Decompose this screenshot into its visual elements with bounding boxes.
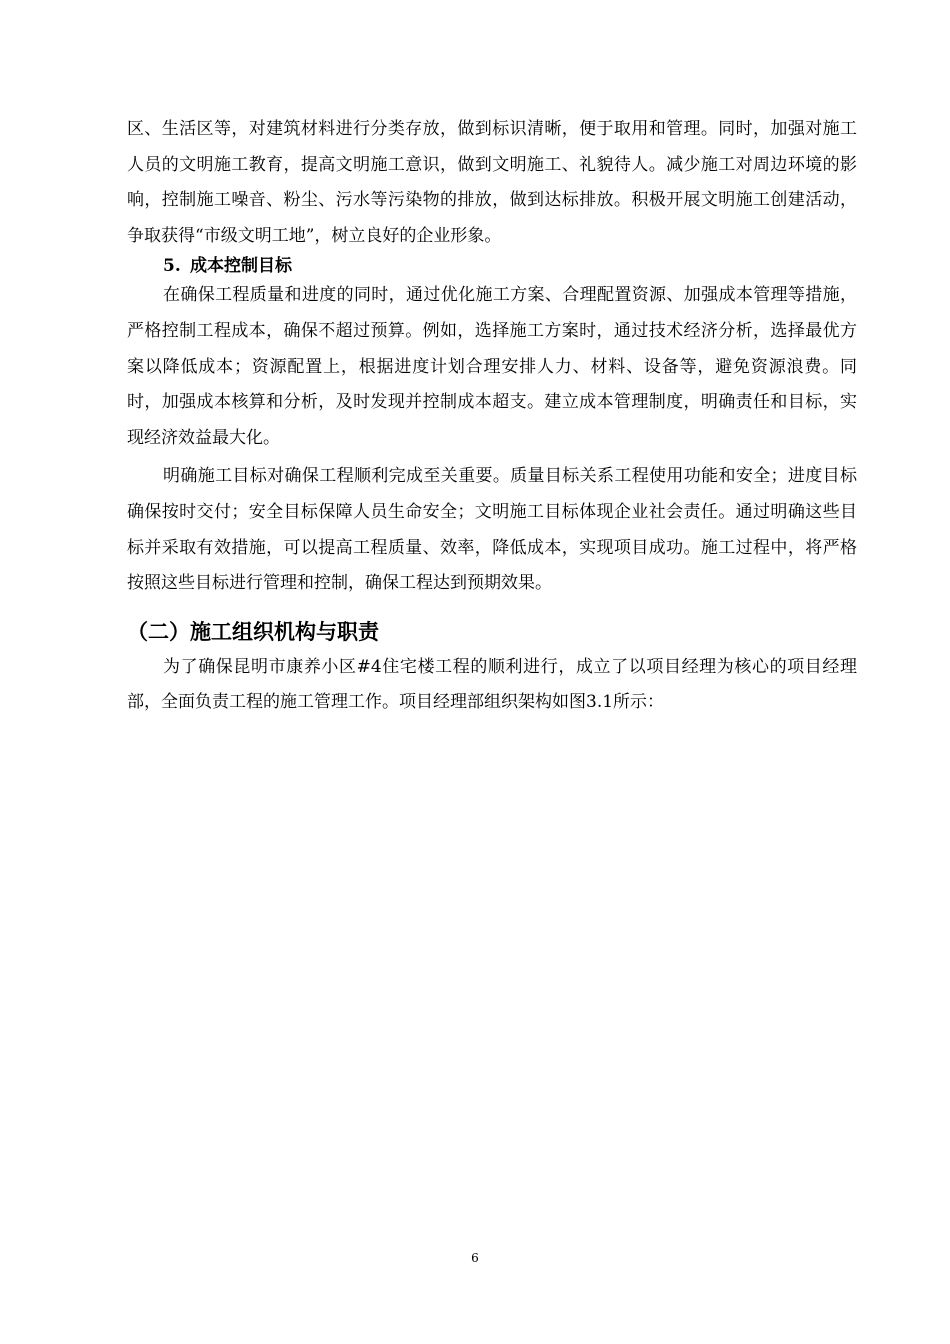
- page-content: [127, 112, 857, 721]
- paragraph-summary: 明确施工目标对确保工程顺利完成至关重要。质量目标关系工程使用功能和安全；进度目标确保按时交付；安全目标保障人员生命安全；文明施工目标体现企业社会责任。通过明确这些目标并采取有效措施，可以提高工程质量、效率，降低成本，实现项目成功。施工过程中，将严格按照这些目标进行管理和控制，确保工程达到预期效果。: [127, 466, 857, 594]
- paragraph-organization: 为了确保昆明市康养小区#4住宅楼工程的顺利进行，成立了以项目经理为核心的项目经理部，全面负责工程的施工管理工作。项目经理部组织架构如图3.1所示：: [127, 656, 857, 713]
- page-number: 6: [471, 1251, 479, 1265]
- paragraph-cost-control: 在确保工程质量和进度的同时，通过优化施工方案、合理配置资源、加强成本管理等措施，严格控制工程成本，确保不超过预算。例如，选择施工方案时，通过技术经济分析，选择最优方案以降低成本；资源配置上，根据进度计划合理安排人力、材料、设备等，避免资源浪费。同时，加强成本核算和分析，及时发现并控制成本超支。建立成本管理制度，明确责任和目标，实现经济效益最大化。: [127, 285, 857, 448]
- heading-organization: （二）施工组织机构与职责: [127, 619, 379, 644]
- heading-number: 5.: [163, 256, 181, 277]
- heading-cost-control: [127, 254, 857, 278]
- heading-title: 成本控制目标: [190, 256, 292, 277]
- paragraph-civilized-construction: 区、生活区等，对建筑材料进行分类存放，做到标识清晰，便于取用和管理。同时，加强对施工人员的文明施工教育，提高文明施工意识，做到文明施工、礼貌待人。减少施工对周边环境的影响，控制施工噪音、粉尘、污水等污染物的排放，做到达标排放。积极开展文明施工创建活动，争取获得“市级文明工地”，树立良好的企业形象。: [127, 119, 857, 246]
